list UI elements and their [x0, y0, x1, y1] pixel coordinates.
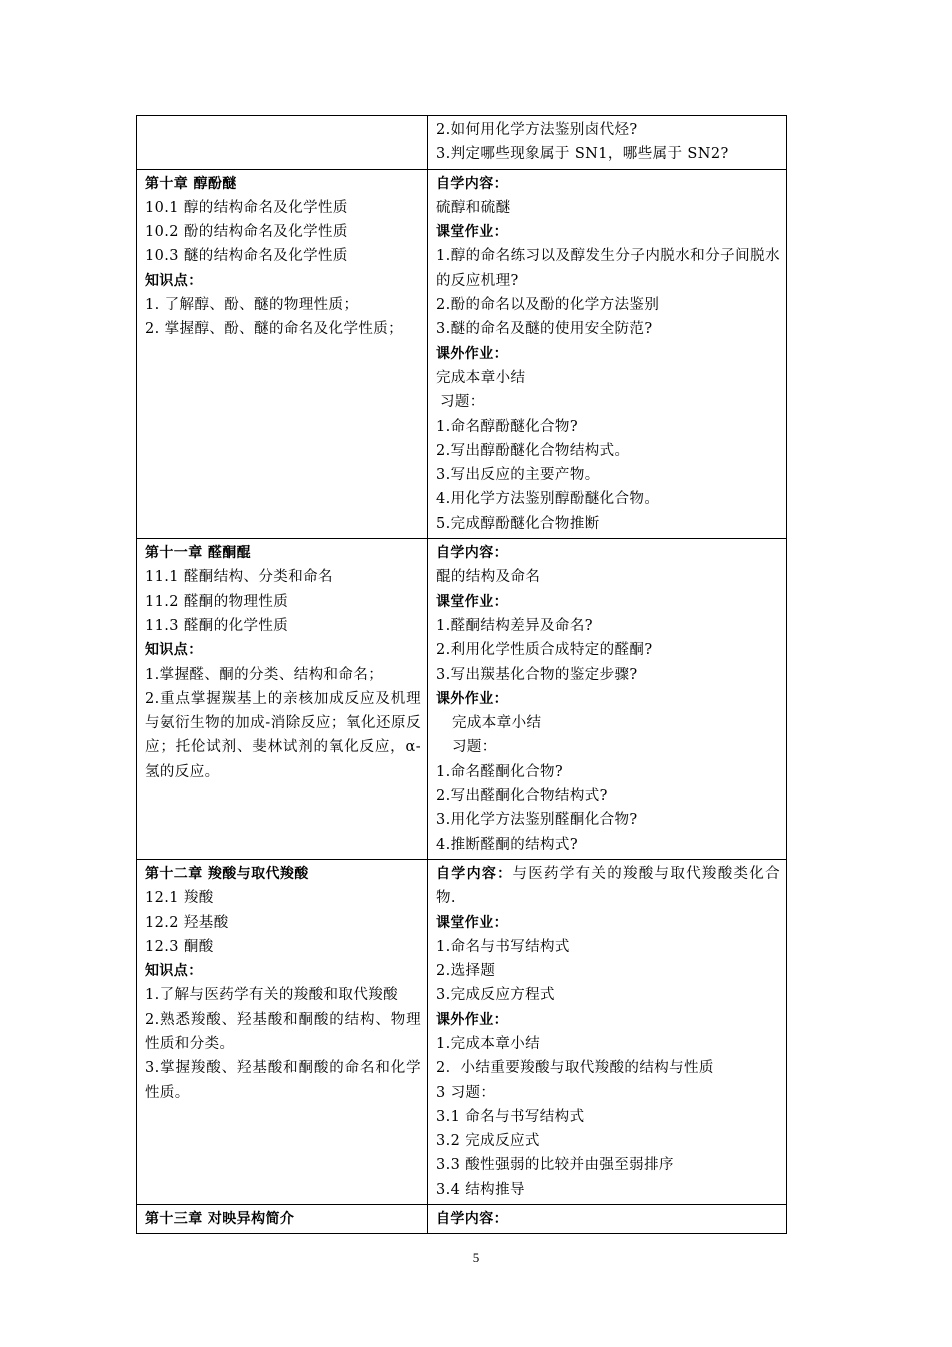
text-line: 1.完成本章小结 [436, 1035, 541, 1052]
text-line: 2.利用化学性质合成特定的醛酮? [436, 642, 653, 659]
section-heading: 课堂作业： [436, 593, 508, 610]
text-line: 11.3 醛酮的化学性质 [145, 617, 289, 634]
text-line: 3.写出羰基化合物的鉴定步骤? [436, 666, 638, 683]
text-line: 2.熟悉羧酸、羟基酸和酮酸的结构、物理性质和分类。 [145, 1011, 421, 1052]
text-line: 1. 了解醇、酚、醚的物理性质； [145, 297, 359, 314]
section-heading: 自学内容： [436, 175, 508, 192]
table-row [137, 1205, 787, 1234]
text-line: 2．小结重要羧酸与取代羧酸的结构与性质 [436, 1060, 714, 1077]
section-heading: 知识点： [145, 963, 203, 980]
text-line: 11.2 醛酮的物理性质 [145, 593, 289, 610]
text-line: 3.掌握羧酸、羟基酸和酮酸的命名和化学性质。 [145, 1060, 421, 1101]
assignment-cell [428, 169, 787, 538]
section-heading: 自学内容： [436, 545, 508, 562]
assignment-cell [428, 859, 787, 1204]
text-line: 3.完成反应方程式 [436, 987, 555, 1004]
text-line: 2.写出醛酮化合物结构式? [436, 788, 608, 805]
text-line: 硫醇和硫醚 [436, 199, 511, 216]
syllabus-table [136, 115, 787, 1234]
text-line: 2.如何用化学方法鉴别卤代烃? [436, 122, 638, 138]
text-line: 习题： [440, 394, 485, 411]
chapter-cell [137, 859, 428, 1204]
text-line: 3.醚的命名及醚的使用安全防范? [436, 321, 653, 338]
text-line: 12.1 羧酸 [145, 890, 214, 907]
section-heading: 课外作业： [436, 345, 508, 362]
text-line: 10.2 酚的结构命名及化学性质 [145, 224, 348, 241]
text-line [436, 862, 780, 911]
text-line: 12.2 羟基酸 [145, 914, 229, 931]
chapter-cell [137, 539, 428, 860]
text-line: 1.命名与书写结构式 [436, 938, 570, 955]
text-line: 10.1 醇的结构命名及化学性质 [145, 199, 348, 216]
text-line: 3.1 命名与书写结构式 [436, 1108, 585, 1125]
text-line: 3.4 结构推导 [436, 1181, 525, 1198]
section-heading: 课堂作业： [436, 914, 508, 931]
section-heading: 课外作业： [436, 690, 508, 707]
syllabus-table-body [137, 116, 787, 1234]
text-line: 醌的结构及命名 [436, 569, 541, 586]
table-row [137, 169, 787, 538]
text-line: 12.3 酮酸 [145, 938, 214, 955]
text-line: 1.掌握醛、酮的分类、结构和命名； [145, 666, 384, 683]
table-row [137, 859, 787, 1204]
page-number: 5 [472, 1250, 480, 1265]
text-line: 习题： [452, 739, 497, 756]
text-line: 10.3 醚的结构命名及化学性质 [145, 248, 348, 265]
section-heading: 第十一章 醛酮醌 [145, 545, 252, 562]
text-line: 3.判定哪些现象属于 SN1，哪些属于 SN2? [436, 146, 729, 163]
section-heading: 第十三章 对映异构简介 [145, 1211, 295, 1228]
text-line: 5.完成醇酚醚化合物推断 [436, 515, 600, 532]
chapter-cell [137, 1205, 428, 1234]
table-row [137, 539, 787, 860]
text-line: 2.写出醇酚醚化合物结构式。 [436, 442, 630, 459]
section-heading: 知识点： [145, 642, 203, 659]
text-line: 1.醛酮结构差异及命名? [436, 617, 593, 634]
chapter-cell [137, 169, 428, 538]
text-line: 2.重点掌握羰基上的亲核加成反应及机理与氨衍生物的加成-消除反应；氧化还原反应；托伦试剂、斐林试剂的氧化反应，α-氢的反应。 [145, 690, 421, 780]
text-line: 4.推断醛酮的结构式? [436, 836, 579, 853]
text-line: 3.3 酸性强弱的比较并由强至弱排序 [436, 1157, 674, 1174]
text-line: 1.醇的命名练习以及醇发生分子内脱水和分子间脱水的反应机理? [436, 248, 780, 289]
section-heading: 第十二章 羧酸与取代羧酸 [145, 865, 309, 882]
text-line: 3 习题： [436, 1084, 496, 1101]
table-row [137, 116, 787, 170]
chapter-cell [137, 116, 428, 170]
text-line: 1.了解与医药学有关的羧酸和取代羧酸 [145, 987, 399, 1004]
text-line: 完成本章小结 [452, 715, 542, 732]
text-line: 1.命名醛酮化合物? [436, 763, 564, 780]
section-heading: 课堂作业： [436, 224, 508, 241]
text-line: 1.命名醇酚醚化合物? [436, 418, 579, 435]
section-heading: 知识点： [145, 272, 203, 289]
assignment-cell [428, 1205, 787, 1234]
section-heading: 第十章 醇酚醚 [145, 175, 237, 192]
text-line: 3.2 完成反应式 [436, 1133, 540, 1150]
text-line: 2.酚的命名以及酚的化学方法鉴别 [436, 297, 660, 314]
assignment-cell [428, 116, 787, 170]
text-line: 3.用化学方法鉴别醛酮化合物? [436, 812, 638, 829]
text-line: 2. 掌握醇、酚、醚的命名及化学性质； [145, 321, 404, 338]
text-line: 3.写出反应的主要产物。 [436, 467, 600, 484]
section-heading: 自学内容： [436, 865, 513, 882]
text-line: 2.选择题 [436, 963, 496, 980]
assignment-cell [428, 539, 787, 860]
section-heading: 自学内容： [436, 1211, 508, 1228]
text-line: 11.1 醛酮结构、分类和命名 [145, 569, 333, 586]
text-line: 与医药学有关的羧酸与取代羧酸类化合物. [436, 865, 780, 907]
section-heading: 课外作业： [436, 1011, 508, 1028]
text-line: 4.用化学方法鉴别醇酚醚化合物。 [436, 491, 660, 508]
text-line: 完成本章小结 [436, 369, 526, 386]
